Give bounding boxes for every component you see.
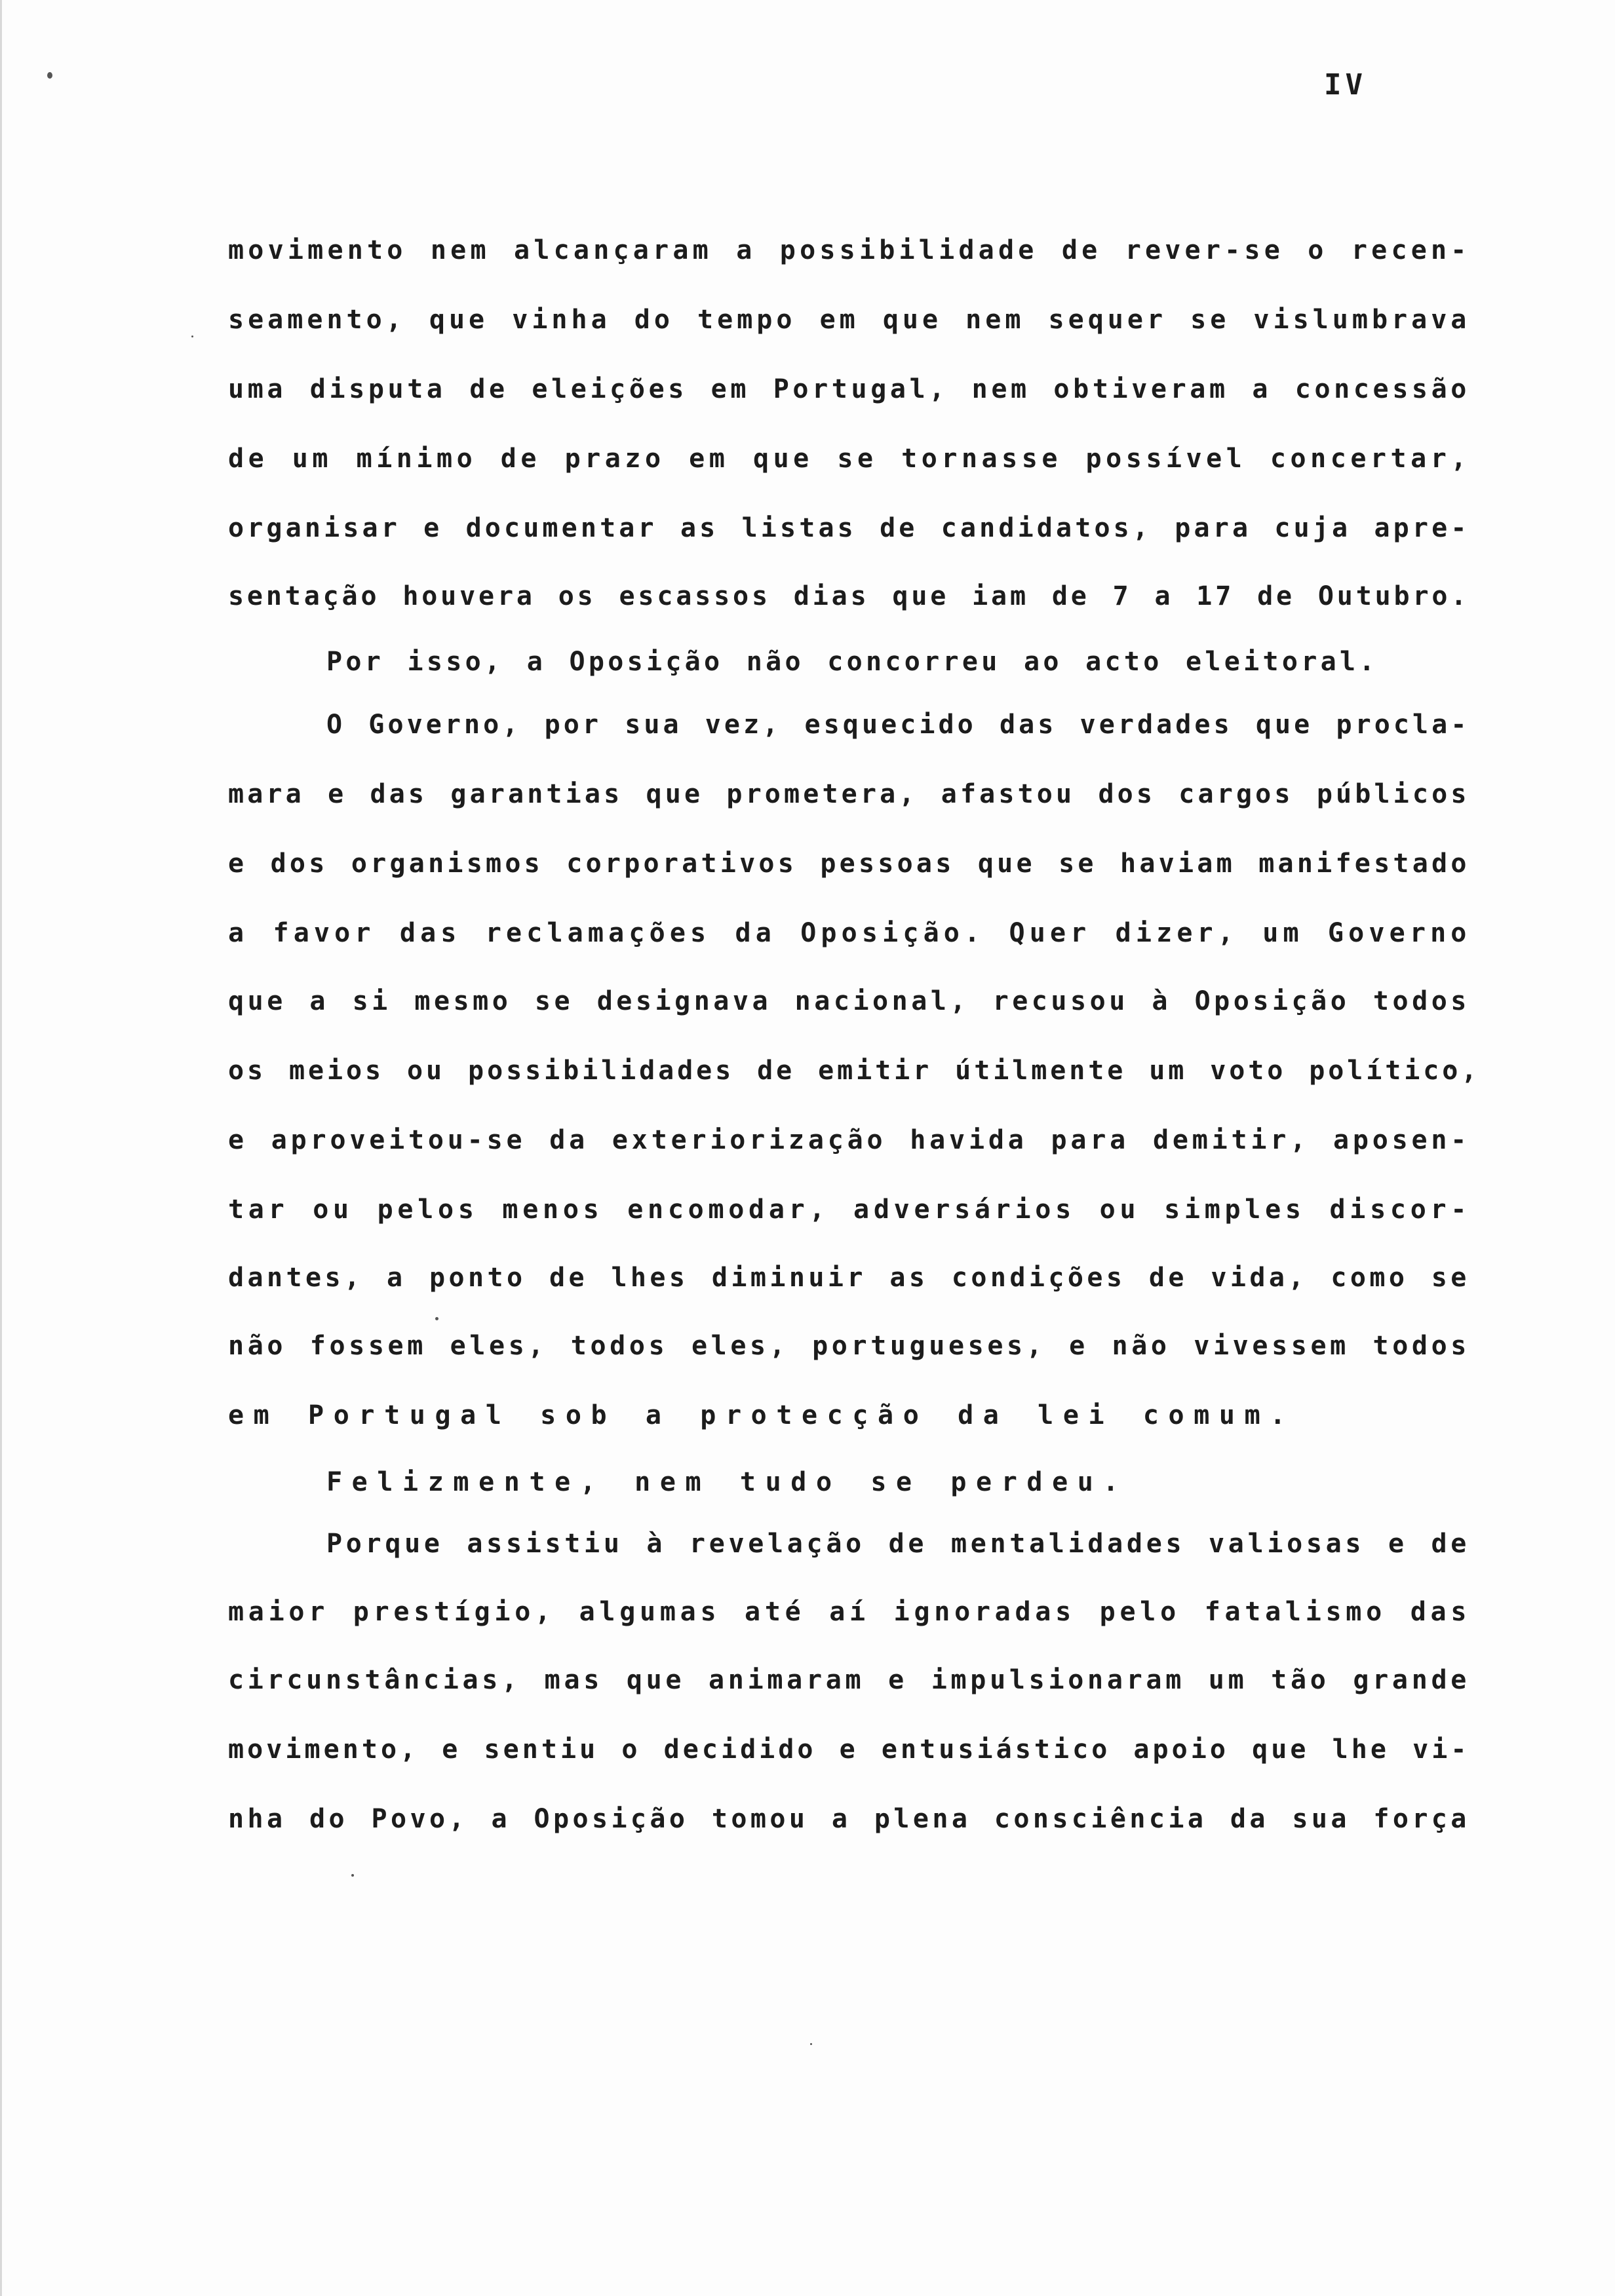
text-line: e dos organismos corporativos pessoas que se haviam manifestado (228, 849, 1470, 879)
text-line: os meios ou possibilidades de emitir útilmente um voto político, (228, 1056, 1481, 1086)
text-line: uma disputa de eleições em Portugal, nem obtiveram a concessão (228, 374, 1471, 404)
text-line: Felizmente, nem tudo se perdeu. (326, 1467, 1129, 1497)
text-line: nha do Povo, a Oposição tomou a plena consciência da sua força (228, 1804, 1470, 1834)
text-line: seamento, que vinha do tempo em que nem sequer se vislumbrava (228, 305, 1471, 335)
text-line: tar ou pelos menos encomodar, adversários ou simples discor- (228, 1195, 1471, 1225)
text-line: O Governo, por sua vez, esquecido das verdades que procla- (326, 710, 1470, 740)
text-line: que a si mesmo se designava nacional, recusou à Oposição todos (228, 986, 1470, 1016)
scan-speck (810, 2043, 812, 2045)
text-line: movimento nem alcançaram a possibilidade de rever-se o recen- (228, 235, 1471, 265)
text-line: dantes, a ponto de lhes diminuir as condições de vida, como se (228, 1263, 1470, 1293)
scan-speck (191, 335, 193, 337)
text-line: movimento, e sentiu o decidido e entusiástico apoio que lhe vi- (228, 1734, 1470, 1765)
text-line: em Portugal sob a protecção da lei comum. (228, 1400, 1295, 1430)
text-line: circunstâncias, mas que animaram e impulsionaram um tão grande (228, 1665, 1471, 1695)
text-line: não fossem eles, todos eles, portugueses, e não vivessem todos (228, 1331, 1471, 1361)
scan-speck (351, 1874, 354, 1877)
text-line: de um mínimo de prazo em que se tornasse possível concertar, (228, 444, 1471, 474)
page-number: IV (1324, 68, 1367, 102)
scan-edge (0, 0, 2, 2296)
text-line: e aproveitou-se da exteriorização havida para demitir, aposen- (228, 1125, 1471, 1155)
text-line: Por isso, a Oposição não concorreu ao acto eleitoral. (326, 647, 1378, 677)
scan-speck (435, 1317, 438, 1320)
scan-speck (47, 72, 52, 79)
text-line: a favor das reclamações da Oposição. Quer dizer, um Governo (228, 918, 1471, 948)
text-line: sentação houvera os escassos dias que iam de 7 a 17 de Outubro. (228, 581, 1470, 611)
text-line: organisar e documentar as listas de candidatos, para cuja apre- (228, 513, 1470, 543)
text-line: Porque assistiu à revelação de mentalidades valiosas e de (326, 1529, 1471, 1559)
text-line: maior prestígio, algumas até aí ignoradas pelo fatalismo das (228, 1597, 1471, 1627)
text-line: mara e das garantias que prometera, afastou dos cargos públicos (228, 779, 1470, 809)
